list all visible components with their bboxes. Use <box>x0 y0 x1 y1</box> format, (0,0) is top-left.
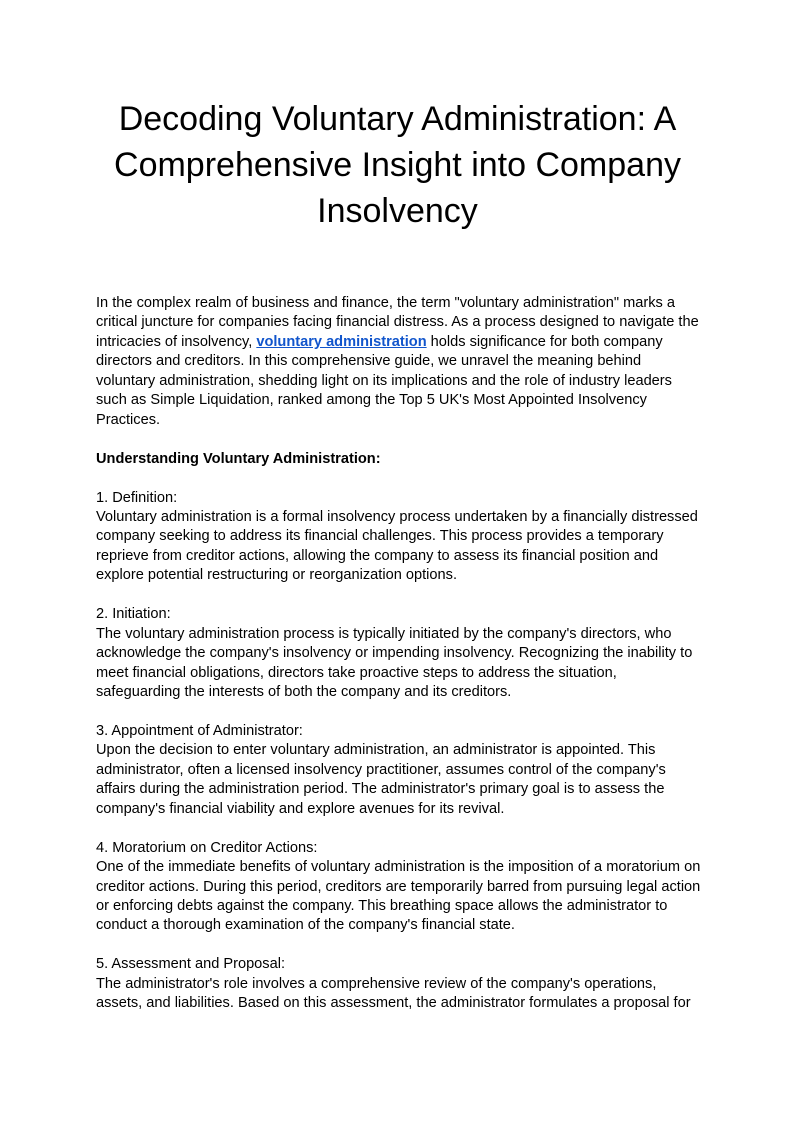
section-3-heading: 3. Appointment of Administrator: <box>96 722 303 739</box>
section-2-text: The voluntary administration process is typically initiated by the company's directors, who acknowledge the company's insolvency or impending insolvency. Recognizing the inability to meet financial obligations, directors take proactive steps to address the situation, safeguarding the interests of both the company and its creditors. <box>96 625 693 701</box>
section-1-text: Voluntary administration is a formal insolvency process undertaken by a financially distressed company seeking to address its financial challenges. This process provides a temporary reprieve from creditor actions, allowing the company to assess its financial position and explore potential restructuring or reorganization options. <box>96 508 698 584</box>
section-heading: Understanding Voluntary Administration: <box>96 450 381 467</box>
intro-text-after-link: holds significance for both company directors and creditors. In this comprehensive guide, we unravel the meaning behind voluntary administration, shedding light on its implications and the role of industry leaders such as Simple Liquidation, ranked among the Top 5 UK's Most Appointed Insolvency Practices. <box>96 333 672 428</box>
section-5-heading: 5. Assessment and Proposal: <box>96 956 286 973</box>
document-title: Decoding Voluntary Administration: A Comprehensive Insight into Company Insolvency <box>114 100 681 230</box>
intro-paragraph <box>96 294 702 430</box>
section-2-heading: 2. Initiation: <box>96 606 171 623</box>
voluntary-administration-link[interactable]: voluntary administration <box>256 333 427 350</box>
section-5-text: The administrator's role involves a comprehensive review of the company's operations, assets, and liabilities. Based on this assessment, the administrator formulates a proposal for <box>96 975 691 1012</box>
section-4-text: One of the immediate benefits of voluntary administration is the imposition of a moratorium on creditor actions. During this period, creditors are temporarily barred from pursuing legal action or enforcing debts against the company. This breathing space allows the administrator to conduct a thorough examination of the company's financial state. <box>96 859 701 934</box>
section-4-heading: 4. Moratorium on Creditor Actions: <box>96 839 318 856</box>
section-3-text: Upon the decision to enter voluntary administration, an administrator is appointed. This administrator, often a licensed insolvency practitioner, assumes control of the company's affairs during the administration period. The administrator's primary goal is to assess the company's financial viability and explore avenues for its revival. <box>96 742 666 817</box>
document-body <box>96 294 702 1014</box>
section-1-heading: 1. Definition: <box>96 489 178 506</box>
intro-text-before-link: In the complex realm of business and finance, the term "voluntary administration" marks a critical juncture for companies facing financial distress. As a process designed to navigate the intricacies of insolvency, <box>96 295 699 350</box>
